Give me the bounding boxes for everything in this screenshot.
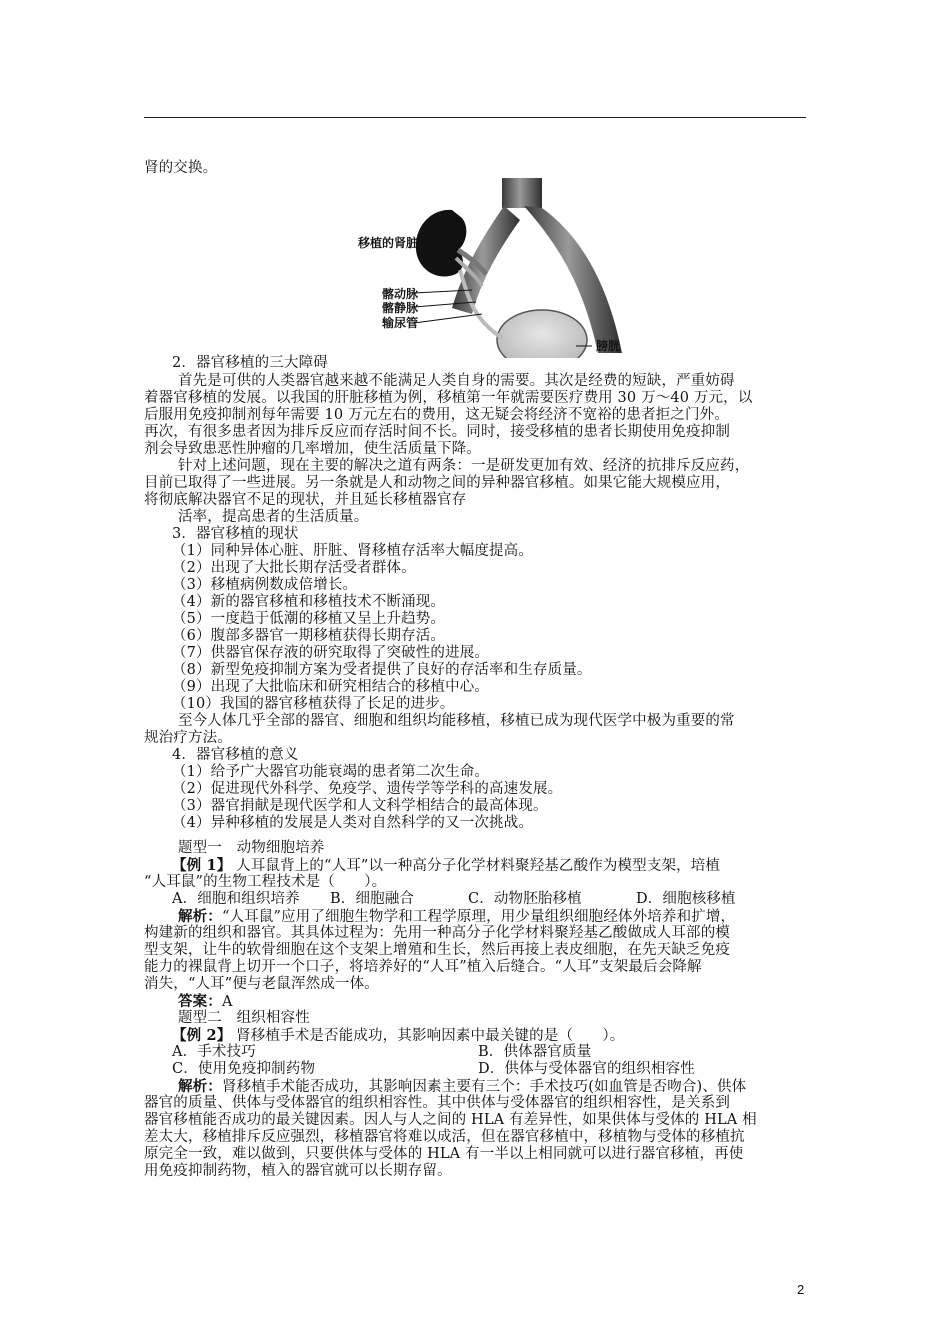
type2-question-line: [172, 1027, 847, 1045]
type1-option-a: A．细胞和组织培养: [172, 891, 300, 907]
type2-analysis-line: 原完全一致，难以做到，只要供体与受体的 HLA 有一半以上相同就可以进行器官移植，再使: [144, 1146, 744, 1162]
type1-option-d: D．细胞核移植: [636, 891, 736, 907]
s2-p1-line: 着器官移植的发展。以我国的肝脏移植为例，移植第一年就需要医疗费用 30 万～40 万元，以: [144, 390, 753, 406]
type1-answer-label: 答案：: [178, 993, 222, 1010]
type1-example-label: 【例 1】: [172, 857, 232, 874]
type1-analysis-line: [178, 908, 853, 926]
s3-heading: 3．器官移植的现状: [172, 526, 299, 542]
s2-p1-line: 再次，有很多患者因为排斥反应而存活时间不长。同时，接受移植的患者长期使用免疫抑制: [144, 424, 730, 440]
type1-analysis-line: 能力的裸鼠背上切开一个口子，将培养好的“人耳”植入后缝合。“人耳”支架最后会降解: [144, 959, 702, 975]
type1-question-line: [172, 857, 847, 875]
type2-analysis-line: 器官移植能否成功的最关键因素。因人与人之间的 HLA 有差异性，如果供体与受体的 HLA 相: [144, 1112, 757, 1128]
type1-analysis-line: 构建新的组织和器官。其具体过程为：先用一种高分子化学材料聚羟基乙酸做成人耳部的模: [144, 925, 730, 941]
label-bladder: 膀胱: [596, 339, 621, 353]
type1-option-c: C．动物胚胎移植: [468, 891, 582, 907]
type1-answer-line: [178, 993, 853, 1011]
s3-item: （4）新的器官移植和移植技术不断涌现。: [172, 594, 446, 610]
type2-title: 题型二 组织相容性: [178, 1010, 310, 1026]
s2-p1-line: 剂会导致患恶性肿瘤的几率增加，使生活质量下降。: [144, 441, 481, 457]
s3-item: （6）腹部多器官一期移植获得长期存活。: [172, 628, 446, 644]
intro-text: 肾的交换。: [144, 160, 218, 176]
s3-paragraph-line: 规治疗方法。: [144, 730, 232, 746]
type1-analysis-text: “人耳鼠”应用了细胞生物学和工程学原理，用少量组织细胞经体外培养和扩增，: [221, 909, 736, 925]
bladder-shape: [497, 310, 587, 358]
type1-analysis-label: 解析：: [178, 908, 222, 925]
label-vein: 髂静脉: [382, 301, 419, 315]
page-number: 2: [797, 1282, 805, 1297]
type1-analysis-line: 型支架，让牛的软骨细胞在这个支架上增殖和生长，然后再接上表皮细胞，在先天缺乏免疫: [144, 942, 730, 958]
s2-p2-line: 活率，提高患者的生活质量。: [178, 509, 369, 525]
label-artery: 髂动脉: [382, 287, 419, 301]
type2-option-b: B．供体器官质量: [478, 1044, 592, 1060]
type2-analysis-line: 差太大，移植排斥反应强烈，移植器官将难以成活，但在器官移植中，移植物与受体的移植抗: [144, 1129, 745, 1145]
type2-analysis-label: 解析：: [178, 1078, 222, 1095]
type2-options-row1: [172, 1044, 847, 1061]
type2-example-label: 【例 2】: [172, 1027, 232, 1044]
type2-options-row2: [172, 1061, 847, 1078]
type1-options: [172, 891, 847, 908]
kidney-transplant-figure: [352, 178, 642, 358]
s3-item: （7）供器官保存液的研究取得了突破性的进展。: [172, 645, 490, 661]
type1-analysis-line: 消失，“人耳”便与老鼠浑然成一体。: [144, 976, 379, 992]
s2-p2-line: 将彻底解决器官不足的现状，并且延长移植器官存: [144, 492, 467, 508]
type1-option-b: B．细胞融合: [330, 891, 415, 907]
kidney-shape: [416, 210, 467, 277]
type2-analysis-line: [178, 1078, 853, 1096]
s3-item: （3）移植病例数成倍增长。: [172, 577, 358, 593]
s3-item: （5）一度趋于低潮的移植又呈上升趋势。: [172, 611, 446, 627]
s4-item: （1）给予广大器官功能衰竭的患者第二次生命。: [172, 764, 490, 780]
s4-item: （2）促进现代外科学、免疫学、遗传学等学科的高速发展。: [172, 781, 563, 797]
s2-p1-line: 首先是可供的人类器官越来越不能满足人类自身的需要。其次是经费的短缺，严重妨碍: [178, 373, 735, 389]
aorta-shape: [502, 178, 542, 208]
type2-analysis-line: 器官的质量、供体与受体器官的组织相容性。其中供体与受体器官的组织相容性，是关系到: [144, 1095, 730, 1111]
s2-p2-line: 针对上述问题，现在主要的解决之道有两条：一是研发更加有效、经济的抗排斥反应药，: [178, 458, 750, 474]
label-ureter: 输尿管: [382, 316, 419, 330]
s4-item: （4）异种移植的发展是人类对自然科学的又一次挑战。: [172, 815, 533, 831]
s3-item: （10）我国的器官移植获得了长足的进步。: [172, 696, 455, 712]
s4-heading: 4．器官移植的意义: [172, 747, 299, 763]
label-kidney: 移植的肾脏: [358, 236, 419, 250]
type1-question-text: 人耳鼠背上的“人耳”以一种高分子化学材料聚羟基乙酸作为模型支架，培植: [231, 858, 721, 874]
s2-p1-line: 后服用免疫抑制剂每年需要 10 万元左右的费用，这无疑会将经济不宽裕的患者拒之门外。: [144, 407, 729, 423]
header-rule: [144, 117, 806, 118]
type2-analysis-line: 用免疫抑制药物，植入的器官就可以长期存留。: [144, 1163, 452, 1179]
type1-question-line2: “人耳鼠”的生物工程技术是（ ）。: [144, 874, 387, 890]
s3-item: （1）同种异体心脏、肝脏、肾移植存活率大幅度提高。: [172, 543, 533, 559]
type2-question-text: 肾移植手术是否能成功，其影响因素中最关键的是（ ）。: [231, 1028, 625, 1044]
type2-option-a: A．手术技巧: [172, 1044, 256, 1060]
s3-paragraph-line: 至今人体几乎全部的器官、细胞和组织均能移植，移植已成为现代医学中极为重要的常: [178, 713, 735, 729]
type2-analysis-text: 肾移植手术能否成功，其影响因素主要有三个：手术技巧(如血管是否吻合)、供体: [221, 1079, 747, 1095]
s3-item: （9）出现了大批临床和研究相结合的移植中心。: [172, 679, 490, 695]
type2-option-c: C．使用免疫抑制药物: [172, 1061, 316, 1077]
type2-option-d: D．供体与受体器官的组织相容性: [478, 1061, 695, 1077]
type1-title: 题型一 动物细胞培养: [178, 840, 325, 856]
s4-item: （3）器官捐献是现代医学和人文科学相结合的最高体现。: [172, 798, 548, 814]
s2-p2-line: 目前已取得了一些进展。另一条就是人和动物之间的异种器官移植。如果它能大规模应用，: [144, 475, 730, 491]
s3-item: （2）出现了大批长期存活受者群体。: [172, 560, 416, 576]
s3-item: （8）新型免疫抑制方案为受者提供了良好的存活率和生存质量。: [172, 662, 592, 678]
type1-answer-value: A: [221, 994, 233, 1010]
s2-heading: 2．器官移植的三大障碍: [172, 355, 328, 371]
